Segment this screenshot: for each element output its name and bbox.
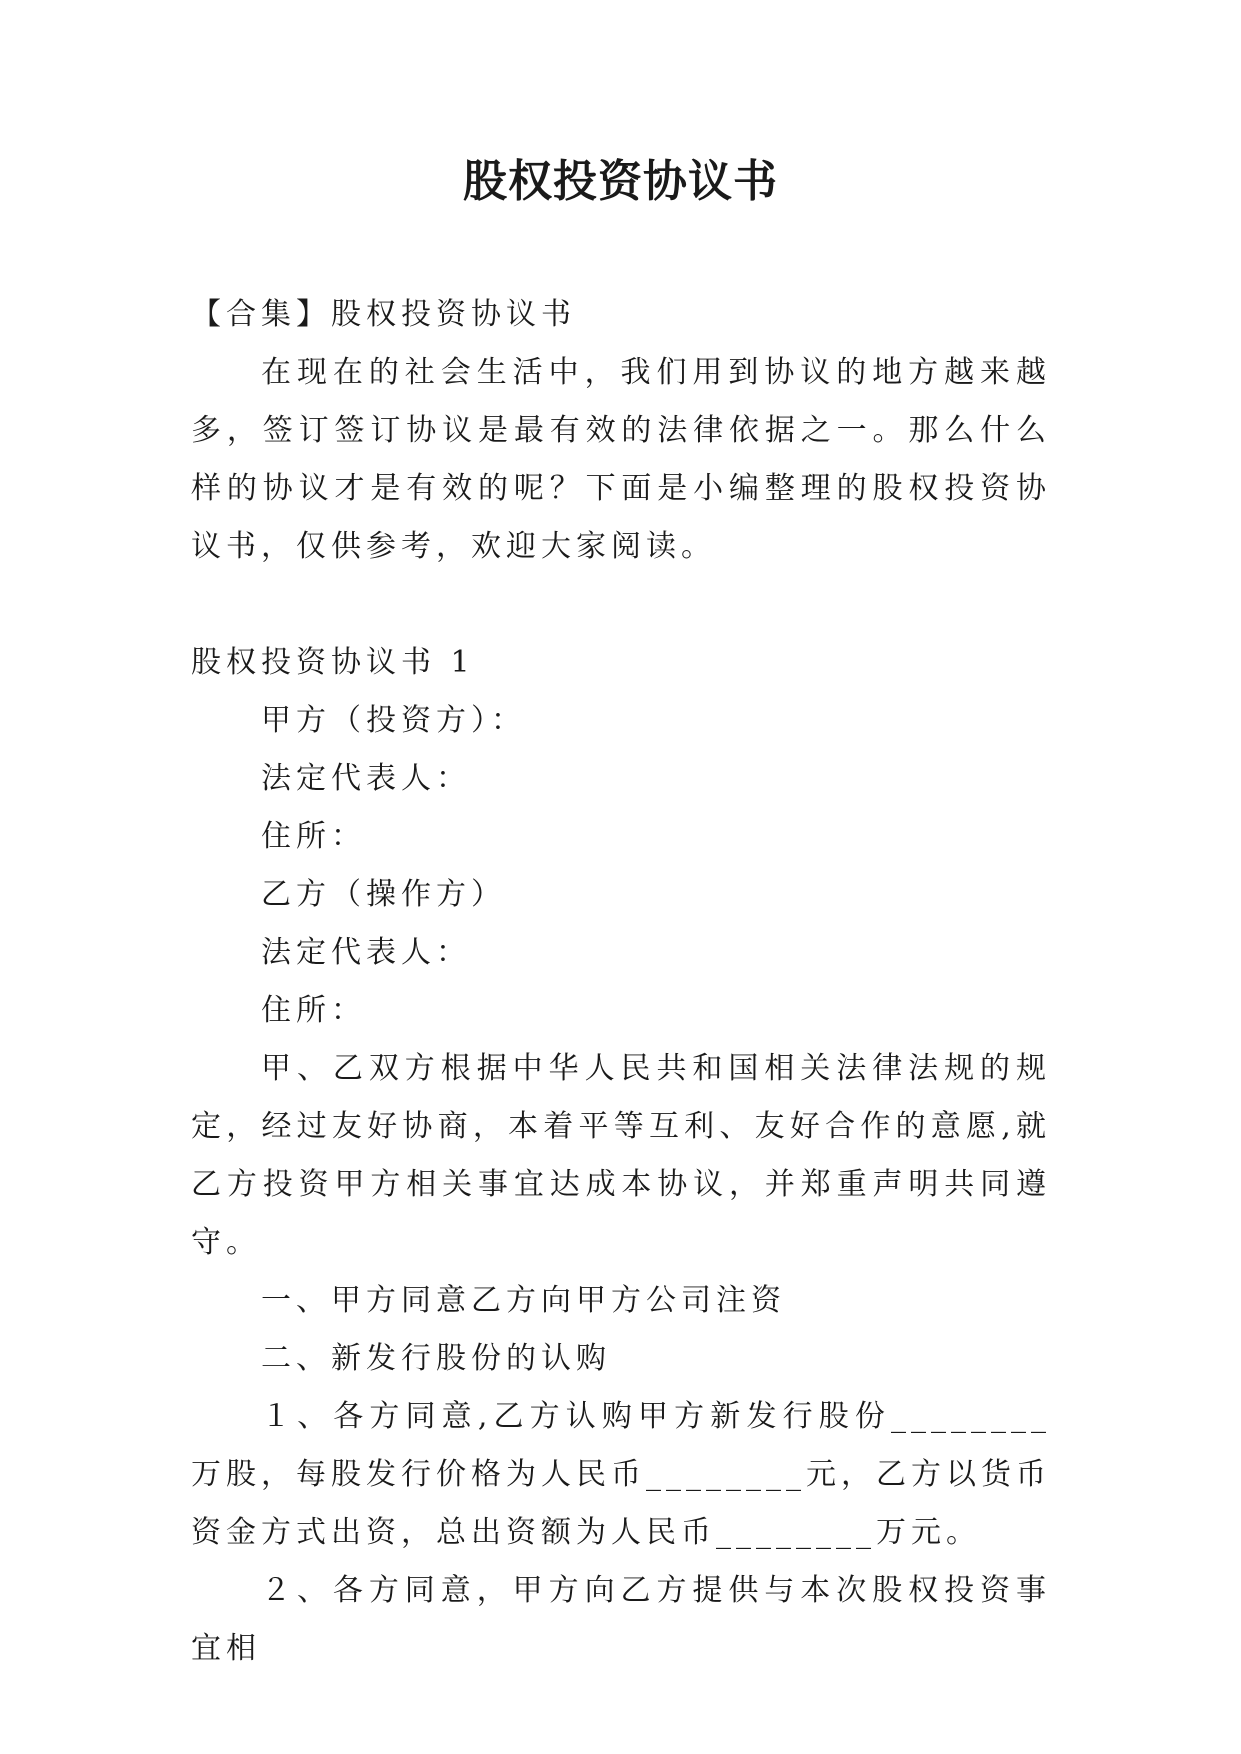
party-a-address: 住所： [261, 819, 366, 854]
section-heading: 股权投资协议书 1 [191, 645, 475, 680]
party-b: 乙方（操作方） [261, 877, 506, 912]
document-body [191, 286, 1051, 1678]
party-b-representative: 法定代表人： [261, 935, 471, 970]
party-a-representative: 法定代表人： [261, 761, 471, 796]
item-2: ２、各方同意，甲方向乙方提供与本次股权投资事宜相 [191, 1573, 1051, 1666]
clause-1: 一、甲方同意乙方向甲方公司注资 [261, 1283, 786, 1318]
item-1: １、各方同意,乙方认购甲方新发行股份________万股，每股发行价格为人民币________元，乙方以货币资金方式出资，总出资额为人民币________万元。 [191, 1399, 1051, 1550]
party-a: 甲方（投资方）： [261, 703, 526, 738]
preamble-paragraph: 甲、乙双方根据中华人民共和国相关法律法规的规定，经过友好协商，本着平等互利、友好合作的意愿,就乙方投资甲方相关事宜达成本协议，并郑重声明共同遵守。 [191, 1051, 1051, 1260]
paragraph-gap [191, 576, 1051, 634]
intro-paragraph: 在现在的社会生活中，我们用到协议的地方越来越多，签订签订协议是最有效的法律依据之一。那么什么样的协议才是有效的呢？下面是小编整理的股权投资协议书，仅供参考，欢迎大家阅读。 [191, 355, 1051, 564]
party-b-address: 住所： [261, 993, 366, 1028]
collection-heading: 【合集】股权投资协议书 [191, 297, 576, 332]
page-title: 股权投资协议书 [463, 156, 778, 207]
clause-2: 二、新发行股份的认购 [261, 1341, 611, 1376]
